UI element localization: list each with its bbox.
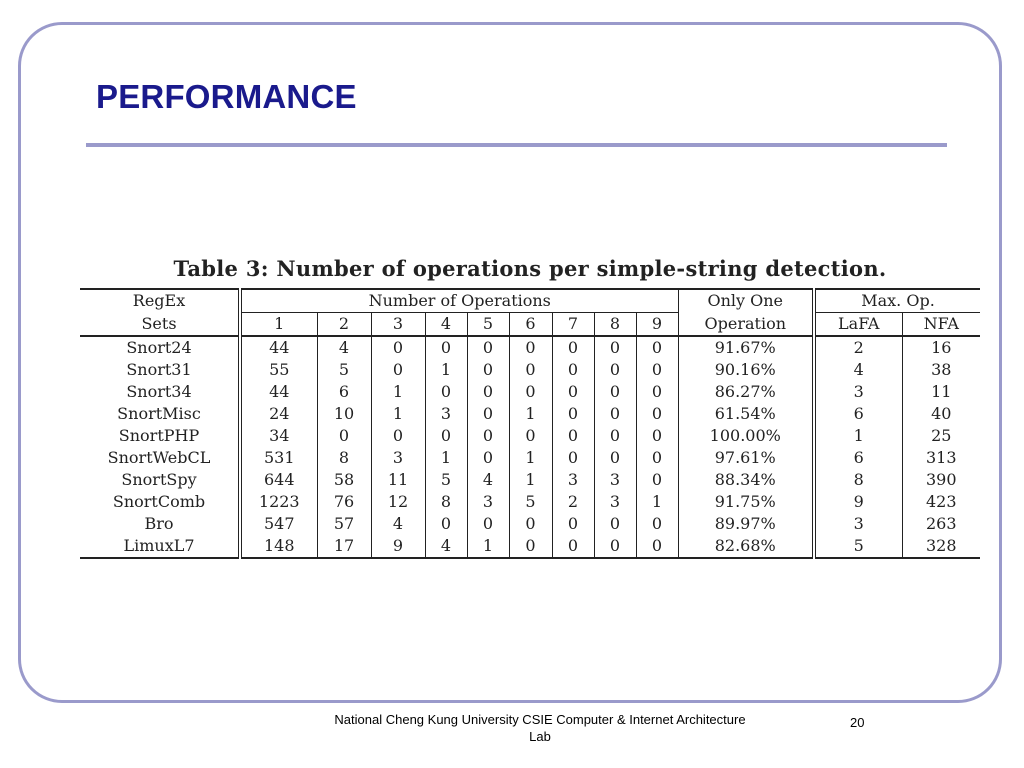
cell-op-3: 4 — [371, 513, 425, 535]
cell-op-1: 44 — [240, 336, 317, 359]
header-max-op: Max. Op. — [814, 289, 980, 313]
cell-lafa: 9 — [814, 491, 902, 513]
cell-op-4: 3 — [425, 403, 467, 425]
cell-op-5: 0 — [467, 336, 509, 359]
cell-nfa: 328 — [925, 536, 957, 555]
table-row — [80, 491, 980, 513]
cell-op-9: 0 — [636, 403, 678, 425]
cell-op-9: 0 — [636, 513, 678, 535]
cell-nfa: 38 — [931, 360, 952, 379]
cell-op-3: 0 — [371, 425, 425, 447]
cell-nfa: 40 — [931, 404, 952, 423]
cell-op-8: 0 — [594, 535, 636, 558]
cell-op-7: 0 — [552, 425, 594, 447]
cell-op-3: 11 — [371, 469, 425, 491]
cell-op-7: 3 — [552, 469, 594, 491]
cell-op-1: 531 — [240, 447, 317, 469]
cell-op-9: 0 — [636, 425, 678, 447]
cell-op-3: 3 — [371, 447, 425, 469]
cell-lafa: 8 — [814, 469, 902, 491]
cell-op-7: 0 — [552, 381, 594, 403]
cell-regex-set: SnortMisc — [80, 403, 240, 425]
table-row — [80, 403, 980, 425]
cell-op-1: 55 — [240, 359, 317, 381]
cell-op-2: 5 — [317, 359, 371, 381]
header-col: 7 — [552, 313, 594, 337]
header-number-of-operations: Number of Operations — [240, 289, 678, 313]
footer-text: National Cheng Kung University CSIE Computer & Internet Architecture Lab — [334, 712, 746, 744]
page-number: 20 — [850, 715, 865, 730]
cell-op-3: 9 — [371, 535, 425, 558]
cell-op-2: 57 — [317, 513, 371, 535]
cell-op-5: 1 — [467, 535, 509, 558]
cell-op-2: 10 — [317, 403, 371, 425]
cell-nfa: 390 — [925, 470, 957, 489]
cell-regex-set: SnortComb — [80, 491, 240, 513]
header-col: 2 — [317, 313, 371, 337]
header-sets: Sets — [80, 313, 240, 337]
cell-op-3: 0 — [371, 336, 425, 359]
cell-only-one-pct: 90.16% — [678, 359, 814, 381]
cell-op-8: 0 — [594, 403, 636, 425]
header-regex: RegEx — [80, 289, 240, 313]
cell-op-1: 24 — [240, 403, 317, 425]
cell-op-5: 4 — [467, 469, 509, 491]
cell-op-2: 0 — [317, 425, 371, 447]
cell-op-2: 6 — [317, 381, 371, 403]
cell-op-8: 0 — [594, 425, 636, 447]
cell-nfa: 16 — [931, 338, 952, 357]
cell-op-7: 0 — [552, 336, 594, 359]
cell-op-7: 0 — [552, 513, 594, 535]
cell-op-9: 1 — [636, 491, 678, 513]
cell-op-4: 5 — [425, 469, 467, 491]
cell-op-6: 0 — [509, 336, 552, 359]
cell-op-7: 0 — [552, 447, 594, 469]
header-col: 1 — [240, 313, 317, 337]
cell-op-2: 8 — [317, 447, 371, 469]
cell-op-6: 1 — [509, 447, 552, 469]
cell-lafa: 6 — [814, 403, 902, 425]
cell-op-6: 0 — [509, 425, 552, 447]
table-caption: Table 3: Number of operations per simple-string detection. — [173, 256, 887, 281]
table-row — [80, 447, 980, 469]
header-only-one: Only One — [678, 289, 814, 313]
cell-op-9: 0 — [636, 336, 678, 359]
cell-lafa: 6 — [814, 447, 902, 469]
cell-op-7: 0 — [552, 359, 594, 381]
cell-op-2: 4 — [317, 336, 371, 359]
cell-op-7: 0 — [552, 535, 594, 558]
cell-op-5: 3 — [467, 491, 509, 513]
cell-op-5: 0 — [467, 513, 509, 535]
cell-lafa: 5 — [814, 535, 902, 558]
cell-regex-set: Snort31 — [80, 359, 240, 381]
cell-op-1: 1223 — [240, 491, 317, 513]
header-lafa: LaFA — [814, 313, 902, 337]
cell-regex-set: SnortWebCL — [80, 447, 240, 469]
cell-op-9: 0 — [636, 469, 678, 491]
cell-only-one-pct: 88.34% — [678, 469, 814, 491]
cell-regex-set: Bro — [80, 513, 240, 535]
table-row — [80, 513, 980, 535]
cell-op-4: 8 — [425, 491, 467, 513]
table-row — [80, 535, 980, 558]
cell-op-7: 2 — [552, 491, 594, 513]
cell-op-8: 0 — [594, 381, 636, 403]
cell-lafa: 2 — [814, 336, 902, 359]
cell-op-8: 0 — [594, 336, 636, 359]
cell-op-3: 1 — [371, 403, 425, 425]
table-header-row-2 — [80, 313, 980, 337]
cell-op-6: 1 — [509, 403, 552, 425]
cell-regex-set: LimuxL7 — [80, 535, 240, 558]
cell-op-5: 0 — [467, 359, 509, 381]
header-col: 8 — [594, 313, 636, 337]
cell-regex-set: SnortSpy — [80, 469, 240, 491]
cell-only-one-pct: 86.27% — [678, 381, 814, 403]
cell-op-8: 0 — [594, 513, 636, 535]
cell-regex-set: Snort34 — [80, 381, 240, 403]
cell-lafa: 1 — [814, 425, 902, 447]
operations-table — [80, 288, 980, 559]
cell-regex-set: SnortPHP — [80, 425, 240, 447]
cell-op-7: 0 — [552, 403, 594, 425]
cell-lafa: 4 — [814, 359, 902, 381]
cell-op-2: 58 — [317, 469, 371, 491]
cell-op-6: 0 — [509, 513, 552, 535]
cell-op-2: 76 — [317, 491, 371, 513]
cell-op-4: 4 — [425, 535, 467, 558]
table-row — [80, 359, 980, 381]
cell-nfa: 263 — [925, 514, 957, 533]
cell-op-1: 644 — [240, 469, 317, 491]
cell-op-8: 3 — [594, 491, 636, 513]
header-col: 9 — [636, 313, 678, 337]
cell-only-one-pct: 100.00% — [678, 425, 814, 447]
cell-op-1: 547 — [240, 513, 317, 535]
cell-op-8: 3 — [594, 469, 636, 491]
cell-op-5: 0 — [467, 403, 509, 425]
cell-op-9: 0 — [636, 535, 678, 558]
cell-op-6: 5 — [509, 491, 552, 513]
cell-op-3: 0 — [371, 359, 425, 381]
cell-op-4: 1 — [425, 447, 467, 469]
cell-op-1: 148 — [240, 535, 317, 558]
cell-op-4: 0 — [425, 336, 467, 359]
cell-op-4: 0 — [425, 381, 467, 403]
cell-op-8: 0 — [594, 447, 636, 469]
cell-only-one-pct: 91.75% — [678, 491, 814, 513]
title-underline — [86, 143, 947, 147]
cell-regex-set: Snort24 — [80, 336, 240, 359]
cell-op-2: 17 — [317, 535, 371, 558]
cell-op-9: 0 — [636, 381, 678, 403]
header-col: 3 — [371, 313, 425, 337]
cell-only-one-pct: 61.54% — [678, 403, 814, 425]
cell-only-one-pct: 91.67% — [678, 336, 814, 359]
cell-op-4: 0 — [425, 425, 467, 447]
cell-lafa: 3 — [814, 513, 902, 535]
cell-only-one-pct: 97.61% — [678, 447, 814, 469]
cell-op-6: 1 — [509, 469, 552, 491]
header-nfa: NFA — [902, 313, 980, 337]
cell-op-6: 0 — [509, 535, 552, 558]
cell-only-one-pct: 89.97% — [678, 513, 814, 535]
cell-op-9: 0 — [636, 447, 678, 469]
cell-nfa: 25 — [931, 426, 952, 445]
slide-title: PERFORMANCE — [96, 78, 357, 115]
cell-op-3: 1 — [371, 381, 425, 403]
header-operation: Operation — [678, 313, 814, 337]
header-col: 5 — [467, 313, 509, 337]
cell-op-5: 0 — [467, 381, 509, 403]
cell-nfa: 11 — [931, 382, 952, 401]
cell-op-6: 0 — [509, 381, 552, 403]
cell-only-one-pct: 82.68% — [678, 535, 814, 558]
cell-nfa: 313 — [925, 448, 957, 467]
cell-op-8: 0 — [594, 359, 636, 381]
header-col: 6 — [509, 313, 552, 337]
cell-nfa: 423 — [925, 492, 957, 511]
table-row — [80, 381, 980, 403]
cell-op-6: 0 — [509, 359, 552, 381]
table-row — [80, 336, 980, 359]
cell-lafa: 3 — [814, 381, 902, 403]
cell-op-1: 44 — [240, 381, 317, 403]
table-row — [80, 425, 980, 447]
cell-op-5: 0 — [467, 447, 509, 469]
cell-op-5: 0 — [467, 425, 509, 447]
cell-op-3: 12 — [371, 491, 425, 513]
table-header-row-1 — [80, 289, 980, 313]
cell-op-1: 34 — [240, 425, 317, 447]
header-col: 4 — [425, 313, 467, 337]
cell-op-4: 0 — [425, 513, 467, 535]
cell-op-9: 0 — [636, 359, 678, 381]
table-row — [80, 469, 980, 491]
cell-op-4: 1 — [425, 359, 467, 381]
